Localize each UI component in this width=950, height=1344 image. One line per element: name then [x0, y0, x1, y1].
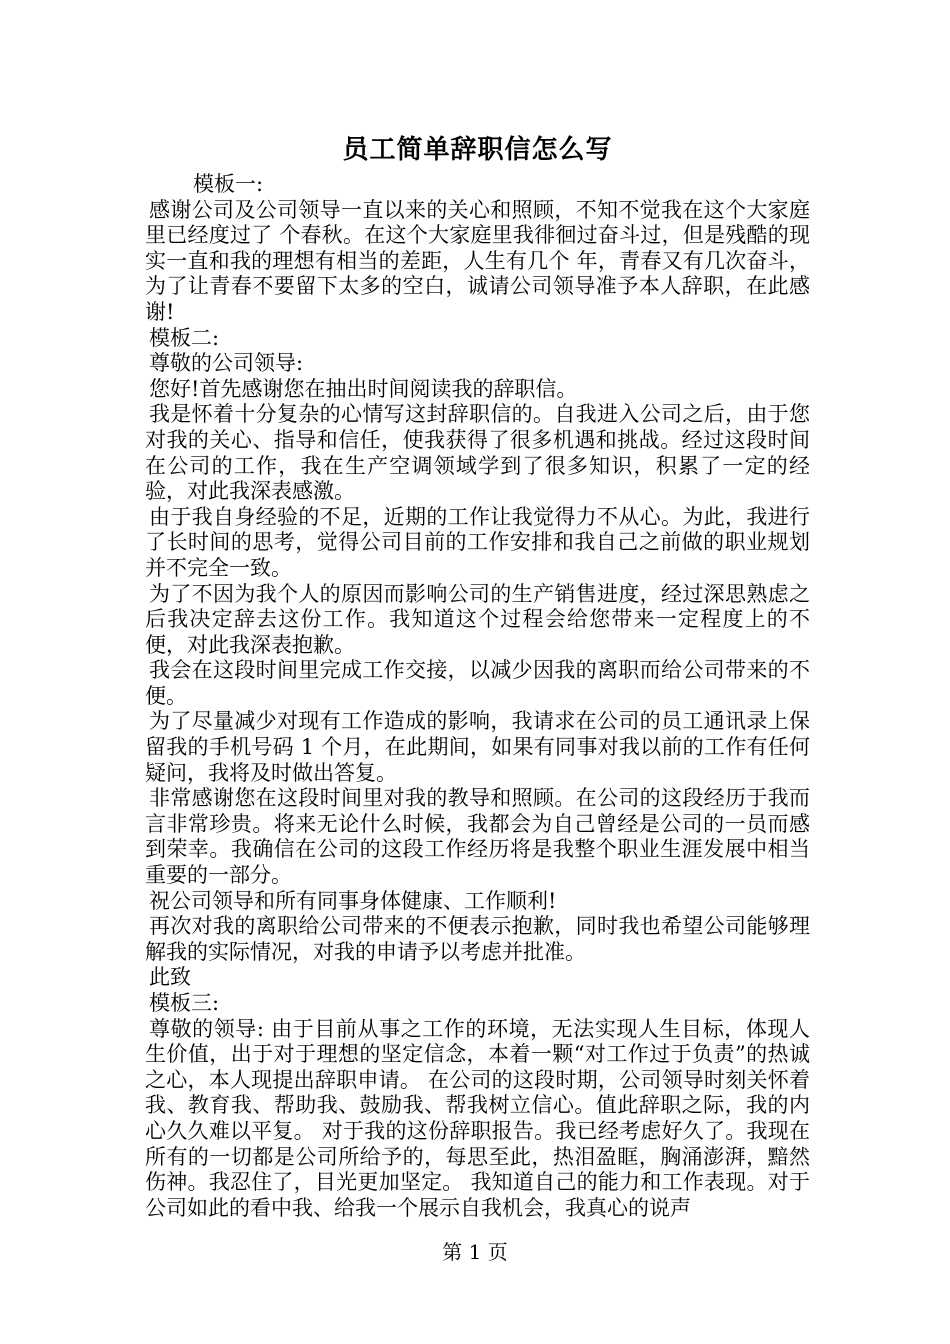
paragraph: 您好!首先感谢您在抽出时间阅读我的辞职信。: [149, 376, 578, 401]
paragraph: 由于我自身经验的不足，近期的工作让我觉得力不从心。为此，我进行了长时间的思考，觉得公司目前的工作安排和我自己之前做的职业规划并不完全一致。: [145, 504, 810, 580]
section-heading-template-1: 模板一:: [193, 172, 264, 196]
paragraph: 再次对我的离职给公司带来的不便表示抱歉，同时我也希望公司能够理解我的实际情况，对我的申请予以考虑并批准。: [145, 914, 810, 964]
paragraph: 我会在这段时间里完成工作交接，以减少因我的离职而给公司带来的不便。: [145, 658, 810, 708]
paragraph: 我是怀着十分复杂的心情写这封辞职信的。自我进入公司之后，由于您对我的关心、指导和信任，使我获得了很多机遇和挑战。经过这段时间在公司的工作，我在生产空调领域学到了很多知识，积累了一定的经验，对此我深表感激。: [145, 402, 810, 504]
paragraph: 非常感谢您在这段时间里对我的教导和照顾。在公司的这段经历于我而言非常珍贵。将来无论什么时候，我都会为自己曾经是公司的一员而感到荣幸。我确信在公司的这段工作经历将是我整个职业生涯发展中相当重要的一部分。: [145, 786, 810, 888]
paragraph: 为了不因为我个人的原因而影响公司的生产销售进度，经过深思熟虑之后我决定辞去这份工作。我知道这个过程会给您带来一定程度上的不便，对此我深表抱歉。: [145, 581, 810, 657]
document-title: 员工简单辞职信怎么写: [342, 135, 613, 165]
document-page: [145, 128, 810, 1221]
page-number-footer: 第 1 页: [442, 1240, 508, 1264]
section-heading-template-2: 模板二:: [149, 325, 220, 350]
closing-salutation: 此致: [149, 965, 191, 990]
paragraph: 感谢公司及公司领导一直以来的关心和照顾，不知不觉我在这个大家庭里已经度过了 个春秋。在这个大家庭里我徘徊过奋斗过，但是残酷的现实一直和我的理想有相当的差距，人生有几个 年，青春又有几次奋斗，为了让青春不要留下太多的空白，诚请公司领导准予本人辞职，在此感谢!: [145, 197, 810, 324]
paragraph: 祝公司领导和所有同事身体健康、工作顺利!: [149, 888, 557, 913]
section-heading-template-3: 模板三:: [149, 991, 220, 1015]
paragraph: 尊敬的领导: 由于目前从事之工作的环境，无法实现人生目标，体现人生价值，出于对于理想的坚定信念，本着一颗“对工作过于负责”的热诚之心，本人现提出辞职申请。 在公司的这段时期，公司领导时刻关怀着我、教育我、帮助我、鼓励我、帮我树立信心。值此辞职之际，我的内心久久难以平复。 对于我的这份辞职报告。我已经考虑好久了。我现在所有的一切都是公司所给予的，每思至此，热泪盈眶，胸涌澎湃，黯然伤神。我忍住了，目光更加坚定。 我知道自己的能力和工作表现。对于公司如此的看中我、给我一个展示自我机会，我真心的说声: [145, 1016, 810, 1220]
paragraph: 尊敬的公司领导:: [149, 351, 304, 376]
paragraph: 为了尽量减少对现有工作造成的影响，我请求在公司的员工通讯录上保留我的手机号码 1 个月，在此期间，如果有同事对我以前的工作有任何疑问，我将及时做出答复。: [145, 709, 810, 785]
